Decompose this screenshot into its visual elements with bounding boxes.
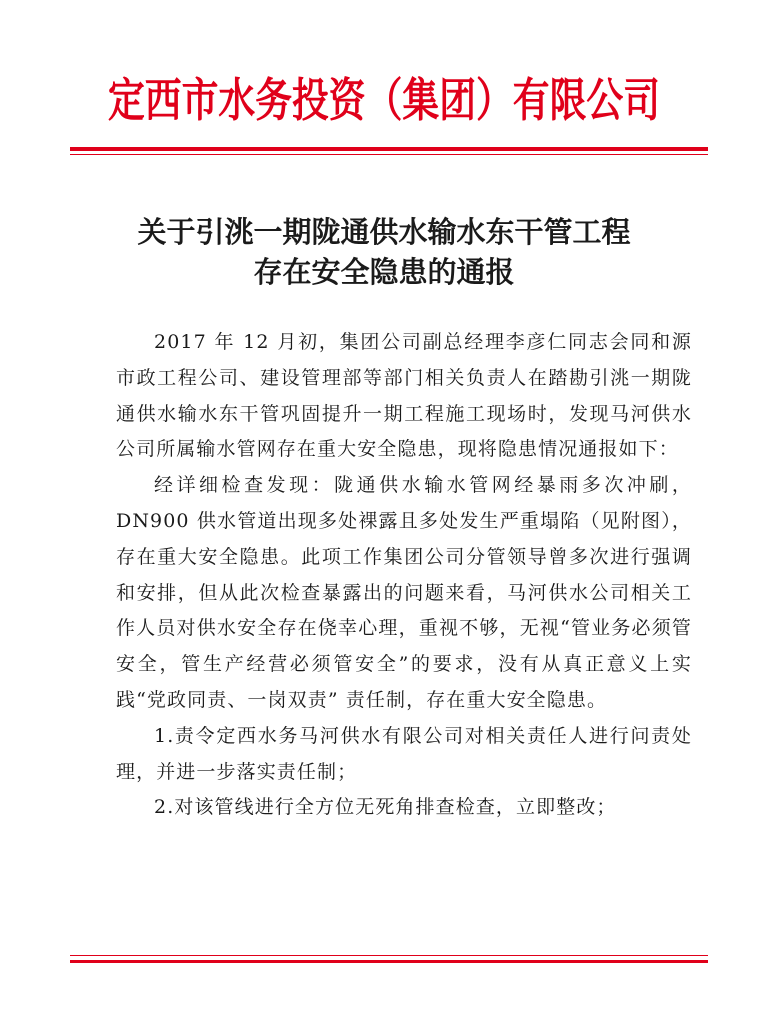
footer-rule-thin bbox=[70, 955, 708, 956]
organization-header: 定西市水务投资（集团）有限公司 bbox=[107, 73, 660, 127]
title-line-2: 存在安全隐患的通报 bbox=[253, 255, 515, 289]
document-title bbox=[0, 212, 768, 292]
title-line-1: 关于引洮一期陇通供水输水东干管工程 bbox=[137, 215, 631, 249]
header-rule-thin bbox=[70, 154, 708, 155]
paragraph-intro: 2017 年 12 月初，集团公司副总经理李彦仁同志会同和源市政工程公司、建设管理部等部门相关负责人在踏勘引洮一期陇通供水输水东干管巩固提升一期工程施工现场时，发现马河供水公司所属输水管网存在重大安全隐患，现将隐患情况通报如下： bbox=[116, 331, 692, 461]
header-rule-thick bbox=[70, 147, 708, 151]
paragraph-action-2: 2.对该管线进行全方位无死角排查检查，立即整改； bbox=[154, 796, 617, 819]
paragraph-action-1: 1.责令定西水务马河供水有限公司对相关责任人进行问责处理，并进一步落实责任制； bbox=[116, 724, 692, 783]
paragraph-findings: 经详细检查发现：陇通供水输水管网经暴雨多次冲刷，DN900 供水管道出现多处裸露且多处发生严重塌陷（见附图），存在重大安全隐患。此项工作集团公司分管领导曾多次进行强调和安排，但从此次检查暴露出的问题来看，马河供水公司相关工作人员对供水安全存在侥幸心理，重视不够，无视“管业务必须管安全，管生产经营必须管安全”的要求，没有从真正意义上实践“党政同责、一岗双责” 责任制，存在重大安全隐患。 bbox=[116, 474, 692, 711]
document-body bbox=[116, 325, 692, 826]
footer-rule-thick bbox=[70, 960, 708, 963]
